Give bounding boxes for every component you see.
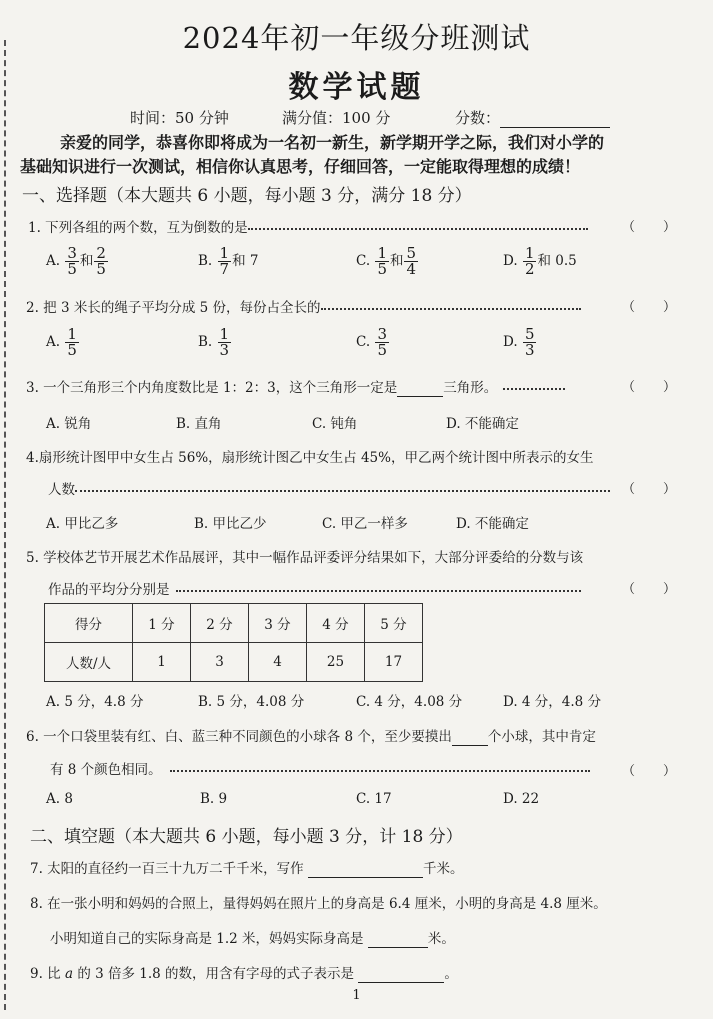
q2-stem: 2. 把 3 米长的绳子平均分成 5 份，每份占全长的 [26, 296, 581, 316]
q3-blank [397, 380, 443, 397]
table-row [45, 643, 423, 682]
binding-line [4, 40, 12, 1010]
q5-line-2: 作品的平均分分别是 [48, 578, 581, 598]
table-cell: 25 [307, 643, 365, 682]
q6-option-d: D. 22 [503, 791, 540, 807]
table-cell: 2 分 [191, 604, 249, 643]
fraction: $\frac{1}{5}$ [377, 244, 387, 278]
fraction: $\frac{1}{7}$ [219, 244, 230, 278]
q1-option-a: A. $\frac{3}{5}$ 和 $\frac{2}{5}$ [46, 244, 106, 278]
q5-option-c: C. 4 分，4.08 分 [356, 694, 463, 710]
q5-option-a: A. 5 分，4.8 分 [46, 694, 144, 710]
q2-option-c: C. $\frac{3}{5}$ [356, 325, 387, 359]
score-blank [500, 109, 610, 128]
table-cell: 3 分 [249, 604, 307, 643]
q5-answer-paren: （ ） [622, 582, 677, 597]
subject-title: 数学试题 [288, 70, 425, 105]
q6-line-2: 有 8 个颜色相同。 [50, 758, 590, 778]
exam-title: 2024年初一年级分班测试 [182, 21, 531, 55]
q4-option-c: C. 甲乙一样多 [322, 516, 408, 532]
intro-line-1: 亲爱的同学，恭喜你即将成为一名初一新生，新学期开学之际，我们对小学的 [60, 133, 605, 152]
q5-line-1: 5. 学校体艺节开展艺术作品展评，其中一幅作品评委评分结果如下，大部分评委给的分数与该 [26, 550, 584, 566]
q3-answer-paren: （ ） [622, 380, 677, 395]
fraction: $\frac{3}{5}$ [67, 244, 77, 278]
table-cell: 4 分 [307, 604, 365, 643]
full-score: 满分值：100 分 [282, 109, 391, 127]
q4-option-d: D. 不能确定 [456, 516, 529, 532]
table-cell: 17 [365, 643, 423, 682]
q9-blank [358, 966, 444, 983]
q4-line-2: 人数 [48, 478, 610, 498]
fraction: $\frac{5}{4}$ [406, 244, 417, 278]
q8-blank [368, 931, 428, 948]
q5-option-b: B. 5 分，4.08 分 [198, 694, 305, 710]
q9-stem: 9. 比 a 的 3 倍多 1.8 的数，用含有字母的式子表示是 。 [30, 966, 458, 982]
q6-option-c: C. 17 [356, 791, 392, 807]
q2-option-a: A. $\frac{1}{5}$ [46, 325, 77, 359]
q4-option-a: A. 甲比乙多 [46, 516, 119, 532]
q3-option-c: C. 钝角 [312, 416, 358, 432]
table-cell: 5 分 [365, 604, 423, 643]
q1-stem: 1. 下列各组的两个数，互为倒数的是 [28, 216, 588, 236]
q7-stem: 7. 太阳的直径约一百三十九万二千千米，写作 千米。 [30, 861, 464, 877]
table-cell: 得分 [45, 604, 133, 643]
fraction: $\frac{1}{5}$ [67, 325, 77, 359]
q1-option-d: D. $\frac{1}{2}$ 和 0.5 [503, 244, 577, 278]
score-distribution-table [44, 603, 423, 682]
q6-option-b: B. 9 [200, 791, 228, 807]
q6-option-a: A. 8 [46, 791, 73, 807]
fraction: $\frac{3}{5}$ [377, 325, 387, 359]
q3-stem: 3. 一个三角形三个内角度数比是 1：2：3，这个三角形一定是 三角形。 [26, 376, 565, 397]
q6-line-1: 6. 一个口袋里装有红、白、蓝三种不同颜色的小球各 8 个，至少要摸出 个小球，其中肯定 [26, 729, 596, 745]
q8-line-1: 8. 在一张小明和妈妈的合照上，量得妈妈在照片上的身高是 6.4 厘米，小明的身高是 4.8 厘米。 [30, 896, 607, 912]
q5-option-d: D. 4 分，4.8 分 [503, 694, 602, 710]
fraction: $\frac{2}{5}$ [96, 244, 106, 278]
q3-option-a: A. 锐角 [46, 416, 92, 432]
score-label: 分数： [455, 109, 501, 127]
q6-blank [452, 729, 488, 746]
page-number: 1 [352, 988, 361, 1003]
q4-answer-paren: （ ） [622, 482, 677, 497]
section-1-title: 一、选择题（本大题共 6 小题，每小题 3 分，满分 18 分） [22, 186, 472, 206]
q1-answer-paren: （ ） [622, 220, 677, 235]
score-field [455, 107, 610, 128]
q3-option-b: B. 直角 [176, 416, 222, 432]
table-header-row [45, 604, 423, 643]
q2-answer-paren: （ ） [622, 300, 677, 315]
q7-blank [308, 861, 423, 878]
q1-option-c: C. $\frac{1}{5}$ 和 $\frac{5}{4}$ [356, 244, 417, 278]
fraction: $\frac{1}{3}$ [219, 325, 230, 359]
q1-option-b: B. $\frac{1}{7}$ 和 7 [198, 244, 259, 278]
time-limit: 时间：50 分钟 [130, 109, 229, 127]
table-cell: 人数/人 [45, 643, 133, 682]
table-cell: 1 [133, 643, 191, 682]
q8-line-2: 小明知道自己的实际身高是 1.2 米，妈妈实际身高是 米。 [50, 931, 455, 947]
section-2-title: 二、填空题（本大题共 6 小题，每小题 3 分，计 18 分） [30, 827, 463, 847]
q3-option-d: D. 不能确定 [446, 416, 519, 432]
table-cell: 3 [191, 643, 249, 682]
table-cell: 1 分 [133, 604, 191, 643]
q2-option-d: D. $\frac{5}{3}$ [503, 325, 535, 359]
fraction: $\frac{1}{2}$ [524, 244, 535, 278]
q2-option-b: B. $\frac{1}{3}$ [198, 325, 230, 359]
table-cell: 4 [249, 643, 307, 682]
q4-line-1: 4.扇形统计图甲中女生占 56%，扇形统计图乙中女生占 45%，甲乙两个统计图中所表示的女生 [26, 450, 594, 466]
q4-option-b: B. 甲比乙少 [194, 516, 267, 532]
fraction: $\frac{5}{3}$ [524, 325, 535, 359]
intro-line-2: 基础知识进行一次测试，相信你认真思考，仔细回答，一定能取得理想的成绩！ [20, 157, 581, 176]
q6-answer-paren: （ ） [622, 764, 677, 779]
